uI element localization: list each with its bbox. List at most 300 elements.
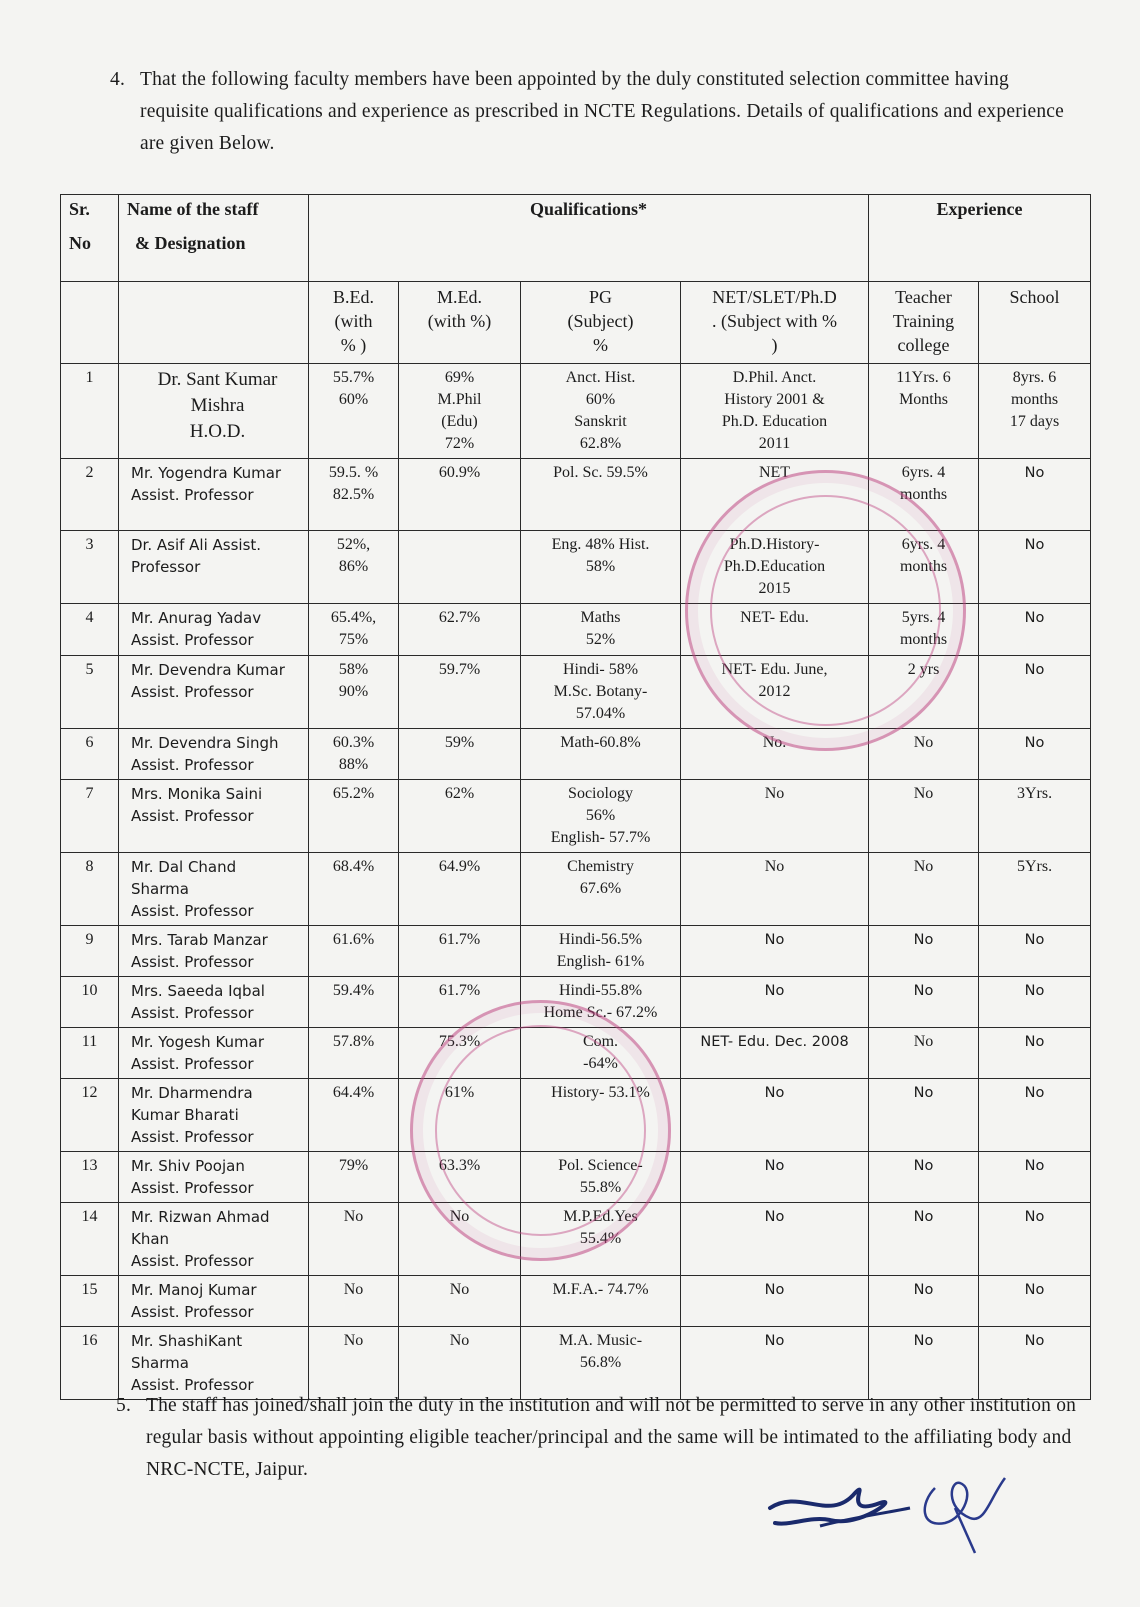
staff-name-cell (119, 459, 309, 531)
staff-name-cell (119, 364, 309, 459)
med-cell-text: 63.3% (438, 1157, 481, 1174)
net-cell-text: No. (762, 734, 787, 751)
pg-cell-text: Hindi-55.8% (558, 982, 643, 999)
med-cell-text: 61% (444, 1084, 475, 1101)
net-cell-text: Ph.D.History- (729, 536, 820, 553)
staff-name-cell-text: Sharma (131, 1354, 189, 1372)
med-cell-text: 64.9% (438, 858, 481, 875)
bed-cell (309, 729, 399, 780)
bed-cell-text: No (343, 1208, 364, 1225)
table-row (61, 531, 1091, 604)
bed-cell-text: 90% (338, 683, 369, 700)
sr-no-cell: 7 (61, 780, 119, 853)
net-cell (681, 656, 869, 729)
paragraph-4-number: 4. (110, 69, 126, 90)
bed-cell (309, 853, 399, 926)
net-cell (681, 531, 869, 604)
subheader-row (61, 282, 1091, 364)
med-cell (399, 926, 521, 977)
staff-name-cell-text: Assist. Professor (131, 1128, 254, 1146)
pg-cell-text: 56% (585, 807, 616, 824)
net-cell (681, 780, 869, 853)
school-cell-text: No (1024, 932, 1045, 948)
teacher-training-cell-text: months (899, 558, 948, 575)
bed-cell (309, 780, 399, 853)
pg-cell-text: Home Sc.- 67.2% (543, 1004, 658, 1021)
pg-cell-text: -64% (583, 1055, 618, 1072)
bed-subheader-text: (with (334, 311, 373, 331)
teacher-training-cell-text: No (913, 734, 934, 751)
staff-name-cell-text: Assist. Professor (131, 1055, 254, 1073)
bed-cell-text: 58% (338, 661, 369, 678)
pg-cell-text: English- 57.7% (550, 829, 651, 846)
bed-subheader (309, 282, 399, 364)
teacher-training-cell-text: No (913, 983, 934, 999)
school-cell (979, 531, 1091, 604)
bed-cell (309, 604, 399, 656)
teacher-training-cell-text: 6yrs. 4 (901, 536, 946, 553)
med-cell (399, 1327, 521, 1400)
net-cell-text: Ph.D. Education (721, 413, 828, 430)
school-cell (979, 977, 1091, 1028)
staff-name-cell-text: Mr. Anurag Yadav (131, 609, 262, 627)
staff-name-cell-text: Assist. Professor (131, 486, 254, 504)
paragraph-5-text: The staff has joined/shall join the duty in the institution and will not be permitted to serve in any other institution on regular basis without appointing eligible teacher/principal and the same will be intimated to the affiliating body and NRC-NCTE, Jaipur. (146, 1395, 1077, 1480)
table-row (61, 977, 1091, 1028)
pg-cell (521, 780, 681, 853)
net-cell (681, 853, 869, 926)
staff-name-cell (119, 853, 309, 926)
pg-cell-text: Maths (580, 609, 621, 626)
pg-cell (521, 656, 681, 729)
net-cell (681, 729, 869, 780)
teacher-training-cell-text: No (913, 1085, 934, 1101)
school-subheader (979, 282, 1091, 364)
net-cell-text: No (764, 932, 785, 948)
net-cell-text: No (764, 1333, 785, 1349)
school-cell (979, 459, 1091, 531)
med-cell-text: 59.7% (438, 661, 481, 678)
net-cell-text: D.Phil. Anct. (732, 369, 817, 386)
net-cell (681, 1276, 869, 1327)
med-cell (399, 656, 521, 729)
pg-cell-text: 62.8% (579, 435, 622, 452)
teacher-training-subheader (869, 282, 979, 364)
bed-cell (309, 459, 399, 531)
net-cell (681, 364, 869, 459)
pg-cell-text: Chemistry (567, 858, 634, 875)
net-cell (681, 1028, 869, 1079)
school-cell (979, 853, 1091, 926)
teacher-training-cell (869, 656, 979, 729)
table-row (61, 459, 1091, 531)
school-cell-text: No (1024, 735, 1045, 751)
school-cell (979, 1152, 1091, 1203)
school-cell-text: No (1024, 983, 1045, 999)
pg-cell-text: M.F.A.- 74.7% (552, 1281, 649, 1298)
net-cell (681, 977, 869, 1028)
school-cell (979, 729, 1091, 780)
table-row (61, 1203, 1091, 1276)
sr-no-cell: 10 (61, 977, 119, 1028)
teacher-training-cell-text: No (913, 1033, 934, 1050)
med-cell-text: No (449, 1208, 470, 1225)
pg-cell-text: 55.8% (579, 1179, 622, 1196)
sr-no-cell: 5 (61, 656, 119, 729)
bed-cell-text: 52%, (336, 536, 371, 553)
bed-cell (309, 1327, 399, 1400)
school-cell-text: No (1024, 1333, 1045, 1349)
pg-cell (521, 1276, 681, 1327)
staff-name-cell (119, 977, 309, 1028)
experience-header: Experience (869, 195, 1091, 282)
paragraph-4 (110, 64, 1070, 160)
pg-cell (521, 1203, 681, 1276)
med-cell (399, 853, 521, 926)
bed-cell (309, 656, 399, 729)
table-row (61, 1079, 1091, 1152)
bed-cell (309, 1028, 399, 1079)
staff-name-cell-text: Mr. Shiv Poojan (131, 1157, 245, 1175)
pg-cell-text: 52% (585, 631, 616, 648)
net-cell (681, 1079, 869, 1152)
school-cell-text: No (1024, 1085, 1045, 1101)
net-cell-text: 2012 (758, 683, 791, 700)
school-cell-text: No (1024, 537, 1045, 553)
staff-name-cell-text: Mr. Dal Chand (131, 858, 237, 876)
bed-cell-text: 57.8% (332, 1033, 375, 1050)
teacher-training-cell (869, 1028, 979, 1079)
bed-cell-text: 86% (338, 558, 369, 575)
staff-name-cell-text: Mr. Devendra Singh (131, 734, 279, 752)
med-cell (399, 364, 521, 459)
pg-cell-text: English- 61% (556, 953, 645, 970)
teacher-training-cell (869, 364, 979, 459)
bed-cell-text: No (343, 1281, 364, 1298)
sr-no-cell: 16 (61, 1327, 119, 1400)
med-cell (399, 1028, 521, 1079)
staff-name-cell-text: Assist. Professor (131, 953, 254, 971)
table-row (61, 1152, 1091, 1203)
staff-name-cell-text: Assist. Professor (131, 1252, 254, 1270)
med-subheader-text: (with %) (427, 311, 492, 331)
net-cell-text: No (764, 1158, 785, 1174)
bed-cell (309, 364, 399, 459)
paragraph-4-text: That the following faculty members have been appointed by the duly constituted selection committee having requisite qualifications and experience as prescribed in NCTE Regulations. Details of qualifications and experience are given Below. (140, 69, 1065, 154)
net-cell (681, 459, 869, 531)
teacher-training-cell-text: No (913, 1158, 934, 1174)
bed-cell-text: 68.4% (332, 858, 375, 875)
teacher-training-cell (869, 459, 979, 531)
table-row (61, 1276, 1091, 1327)
pg-cell (521, 1327, 681, 1400)
pg-cell-text: Math-60.8% (560, 734, 641, 751)
med-cell (399, 604, 521, 656)
teacher-training-cell (869, 604, 979, 656)
school-cell-text: No (1024, 1209, 1045, 1225)
pg-cell (521, 604, 681, 656)
pg-subheader-text: PG (588, 287, 612, 307)
sr-no-cell: 3 (61, 531, 119, 604)
school-cell-text: No (1024, 465, 1045, 481)
teacher-training-cell (869, 1152, 979, 1203)
staff-name-cell (119, 729, 309, 780)
pg-cell-text: Pol. Sc. 59.5% (553, 464, 648, 481)
teacher-training-cell (869, 1203, 979, 1276)
teacher-training-cell-text: Months (899, 391, 948, 408)
teacher-training-cell-text: No (913, 1282, 934, 1298)
med-cell (399, 780, 521, 853)
bed-subheader-text: % ) (340, 335, 367, 355)
net-cell-text: NET- Edu. (740, 609, 809, 626)
bed-cell-text: 65.4%, (330, 609, 377, 626)
med-cell-text: 59% (444, 734, 475, 751)
school-cell-text: No (1024, 662, 1045, 678)
staff-name-cell-text: Mr. Dharmendra (131, 1084, 253, 1102)
school-cell (979, 1028, 1091, 1079)
blank-subheader (119, 282, 309, 364)
teacher-training-cell-text: No (913, 1209, 934, 1225)
pg-cell-text: 67.6% (579, 880, 622, 897)
net-cell-text: NET- Edu. June, (721, 661, 828, 678)
med-subheader-text: M.Ed. (437, 287, 482, 307)
net-cell-text: Ph.D.Education (723, 558, 826, 575)
school-cell (979, 604, 1091, 656)
school-cell (979, 1079, 1091, 1152)
school-cell-text: No (1024, 1158, 1045, 1174)
pg-cell-text: 56.8% (579, 1354, 622, 1371)
teacher-training-cell (869, 853, 979, 926)
net-cell (681, 1203, 869, 1276)
staff-name-cell-text: Dr. Asif Ali Assist. (131, 536, 262, 554)
staff-name-cell-text: Mr. Yogendra Kumar (131, 464, 282, 482)
pg-cell-text: Hindi-56.5% (558, 931, 643, 948)
school-cell (979, 1327, 1091, 1400)
med-cell (399, 729, 521, 780)
table-row (61, 364, 1091, 459)
pg-cell-text: M.A. Music- (558, 1332, 643, 1349)
bed-cell (309, 926, 399, 977)
staff-name-cell (119, 1203, 309, 1276)
staff-name-cell-text: Mr. Devendra Kumar (131, 661, 285, 679)
school-cell (979, 656, 1091, 729)
teacher-training-cell-text: No (913, 1333, 934, 1349)
school-cell (979, 1276, 1091, 1327)
sr-no-cell: 4 (61, 604, 119, 656)
staff-name-cell-text: Assist. Professor (131, 902, 254, 920)
teacher-training-cell-text: No (913, 858, 934, 875)
net-cell (681, 604, 869, 656)
med-subheader (399, 282, 521, 364)
net-subheader-text: . (Subject with % (712, 311, 837, 331)
med-cell (399, 1152, 521, 1203)
faculty-table (60, 194, 1091, 1400)
staff-name-cell-text: Assist. Professor (131, 1376, 254, 1394)
qualifications-header: Qualifications* (309, 195, 869, 282)
pg-cell-text: Eng. 48% Hist. (551, 536, 650, 553)
bed-subheader-text: B.Ed. (332, 287, 374, 307)
teacher-training-cell-text: 2 yrs (907, 661, 940, 678)
teacher-training-cell (869, 1079, 979, 1152)
table-row (61, 853, 1091, 926)
pg-cell-text: 58% (585, 558, 616, 575)
teacher-training-cell (869, 1327, 979, 1400)
school-cell-text: 8yrs. 6 (1012, 369, 1057, 386)
school-cell-text: 17 days (1009, 413, 1060, 430)
blank-subheader (61, 282, 119, 364)
staff-name-cell-text: Assist. Professor (131, 1179, 254, 1197)
staff-name-cell-text: Assist. Professor (131, 631, 254, 649)
sr-no-cell: 14 (61, 1203, 119, 1276)
bed-cell-text: 59.4% (332, 982, 375, 999)
school-cell-text: 3Yrs. (1016, 785, 1053, 802)
sr-no-cell: 9 (61, 926, 119, 977)
teacher-training-cell-text: 6yrs. 4 (901, 464, 946, 481)
med-cell (399, 1203, 521, 1276)
school-cell (979, 1203, 1091, 1276)
staff-name-cell-text: Mishra (190, 395, 245, 416)
pg-cell-text: Sanskrit (574, 413, 627, 430)
pg-cell (521, 977, 681, 1028)
med-cell (399, 1276, 521, 1327)
staff-name-cell-text: Mrs. Tarab Manzar (131, 931, 268, 949)
staff-name-cell-text: Mrs. Saeeda Iqbal (131, 982, 265, 1000)
header-row (61, 195, 1091, 282)
bed-cell-text: 64.4% (332, 1084, 375, 1101)
bed-cell-text: 75% (338, 631, 369, 648)
bed-cell-text: 55.7% (332, 369, 375, 386)
pg-cell-text: Sociology (568, 785, 633, 802)
med-cell-text: 61.7% (438, 982, 481, 999)
staff-name-cell-text: Professor (131, 558, 201, 576)
pg-cell (521, 364, 681, 459)
net-cell-text: History 2001 & (724, 391, 825, 408)
med-cell (399, 1079, 521, 1152)
med-cell-text: M.Phil (437, 391, 482, 408)
med-cell (399, 459, 521, 531)
staff-name-cell (119, 1028, 309, 1079)
med-cell-text: 62.7% (438, 609, 481, 626)
sr-no-header: Sr. No (61, 195, 119, 282)
net-cell-text: No (764, 858, 785, 875)
staff-name-cell (119, 531, 309, 604)
teacher-training-cell (869, 1276, 979, 1327)
staff-name-cell (119, 656, 309, 729)
teacher-training-cell (869, 729, 979, 780)
school-cell (979, 926, 1091, 977)
pg-subheader-text: (Subject) (567, 311, 634, 331)
net-subheader (681, 282, 869, 364)
school-cell-text: No (1024, 1282, 1045, 1298)
bed-cell (309, 1079, 399, 1152)
pg-cell (521, 1152, 681, 1203)
staff-name-cell-text: Dr. Sant Kumar (157, 369, 278, 390)
paragraph-5-number: 5. (116, 1395, 132, 1416)
net-cell-text: No (764, 983, 785, 999)
staff-name-cell (119, 926, 309, 977)
teacher-training-cell-text: No (913, 932, 934, 948)
table-row (61, 1028, 1091, 1079)
med-cell-text: No (449, 1281, 470, 1298)
net-cell (681, 926, 869, 977)
net-cell (681, 1152, 869, 1203)
pg-cell-text: 55.4% (579, 1230, 622, 1247)
pg-cell-text: Hindi- 58% (562, 661, 639, 678)
bed-cell (309, 531, 399, 604)
staff-name-cell-text: Assist. Professor (131, 1303, 254, 1321)
teacher-training-cell-text: No (913, 785, 934, 802)
school-subheader-text: School (1009, 287, 1060, 307)
staff-name-cell-text: Assist. Professor (131, 756, 254, 774)
table-row (61, 604, 1091, 656)
teacher-training-cell-text: 5yrs. 4 (901, 609, 946, 626)
school-cell-text: 5Yrs. (1016, 858, 1053, 875)
teacher-training-subheader-text: college (897, 335, 950, 355)
bed-cell (309, 1203, 399, 1276)
staff-name-cell-text: Assist. Professor (131, 1004, 254, 1022)
pg-cell (521, 1079, 681, 1152)
med-cell (399, 977, 521, 1028)
school-cell-text: No (1024, 610, 1045, 626)
teacher-training-cell-text: months (899, 631, 948, 648)
bed-cell-text: 79% (338, 1157, 369, 1174)
med-cell-text: 72% (444, 435, 475, 452)
staff-name-cell-text: Khan (131, 1230, 170, 1248)
table-row (61, 926, 1091, 977)
net-cell-text: NET- Edu. Dec. 2008 (700, 1034, 849, 1050)
sr-no-cell: 8 (61, 853, 119, 926)
faculty-table-body (61, 364, 1091, 1400)
staff-name-cell-text: H.O.D. (189, 421, 246, 442)
staff-name-header: Name of the staff & Designation (119, 195, 309, 282)
pg-cell (521, 531, 681, 604)
bed-cell (309, 1152, 399, 1203)
teacher-training-cell (869, 780, 979, 853)
net-subheader-text: NET/SLET/Ph.D (712, 287, 837, 307)
teacher-training-cell-text: 11Yrs. 6 (896, 369, 951, 386)
staff-name-cell-text: Assist. Professor (131, 807, 254, 825)
pg-cell-text: M.Sc. Botany- (553, 683, 648, 700)
teacher-training-cell (869, 977, 979, 1028)
net-cell-text: 2011 (758, 435, 791, 452)
med-cell-text: No (449, 1332, 470, 1349)
pg-cell (521, 729, 681, 780)
pg-subheader (521, 282, 681, 364)
med-cell (399, 531, 521, 604)
school-cell-text: months (1010, 391, 1059, 408)
med-cell-text: 60.9% (438, 464, 481, 481)
pg-subheader-text: % (593, 335, 608, 355)
pg-cell (521, 459, 681, 531)
pg-cell (521, 853, 681, 926)
staff-name-cell (119, 604, 309, 656)
bed-cell (309, 977, 399, 1028)
staff-name-cell (119, 1152, 309, 1203)
school-cell-text: No (1024, 1034, 1045, 1050)
staff-name-cell-text: Sharma (131, 880, 189, 898)
pg-cell (521, 1028, 681, 1079)
table-row (61, 729, 1091, 780)
school-cell (979, 780, 1091, 853)
bed-cell-text: No (343, 1332, 364, 1349)
staff-name-cell-text: Mr. Rizwan Ahmad (131, 1208, 270, 1226)
bed-cell-text: 61.6% (332, 931, 375, 948)
teacher-training-subheader-text: Training (892, 311, 955, 331)
med-cell-text: 75.3% (438, 1033, 481, 1050)
pg-cell (521, 926, 681, 977)
med-cell-text: 69% (444, 369, 475, 386)
staff-name-cell-text: Kumar Bharati (131, 1106, 239, 1124)
